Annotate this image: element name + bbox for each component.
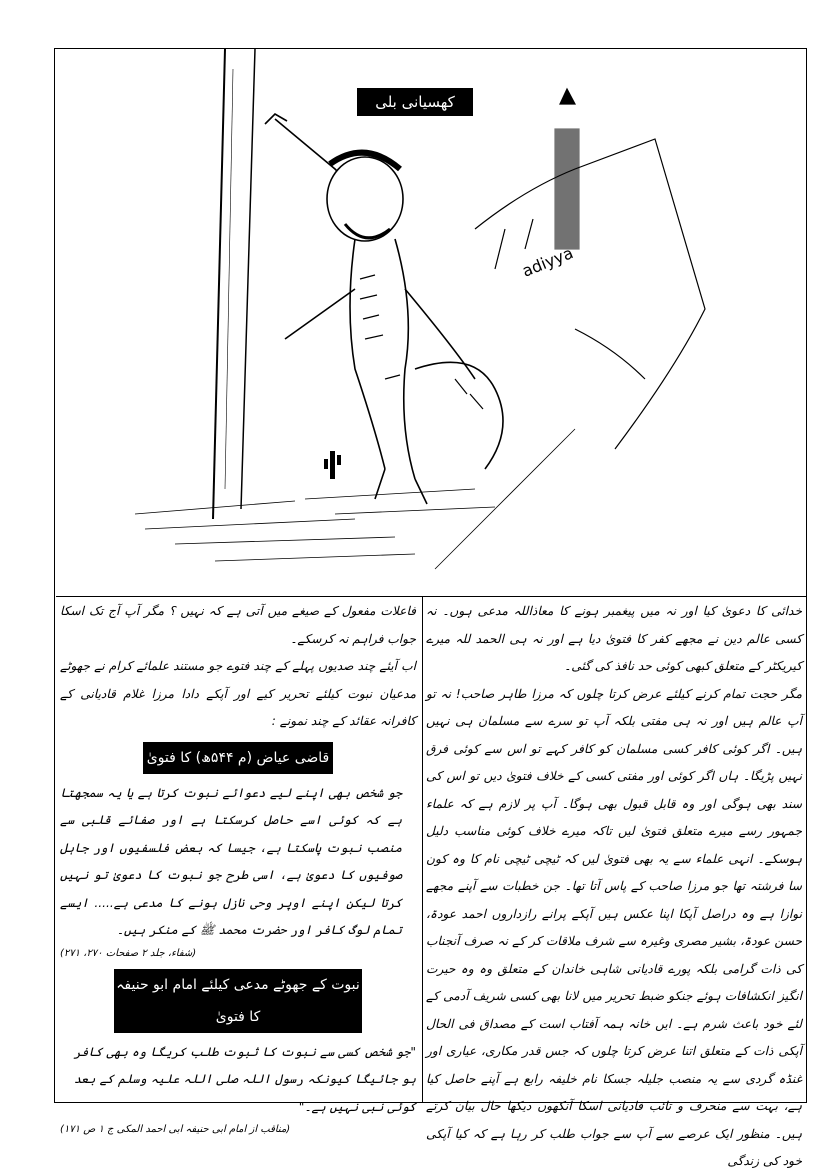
pillar-sketch [213,49,255,519]
qazi-ayaz-heading: قاضی عیاض (م ۵۴۴ھ) کا فتویٰ [143,742,333,774]
cactus-sketch [324,451,341,479]
right-paragraph-1: خدائی کا دعویٰ کیا اور نہ میں پیغمبر ہونے کا معاذاللہ مدعی ہوں۔ نہ کسی عالم دین نے مجھے کفر کا فتویٰ دیا ہے اور نہ ہی الحمد للہ میرے کیریکٹر کے متعلق کبھی کوئی حد نافذ کی گئی۔ [426,604,802,673]
abu-hanifa-fatwa: "جو شخص کسی سے نبوت کا ثبوت طلب کریگا وہ بھی کافر ہو جائیگا کیونکہ رسول اللہ صلی اللہ علیہ وسلم کے بعد کوئی نبی نہیں ہے۔" [74,1044,416,1114]
left-intro-continuation: فاعلات مفعول کے صیغے میں آتی ہے کہ نہیں ؟ مگر آپ آج تک اسکا جواب فراہم نہ کرسکے۔ [60,604,416,646]
tiger-stripes [360,275,483,409]
wall-minaret-sketch [475,89,705,449]
abu-hanifa-heading: نبوت کے جھوٹے مدعی کیلئے امام ابو حنیفہ کا فتویٰ [114,969,362,1033]
right-paragraph-2: مگر حجت تمام کرنے کیلئے عرض کرتا چلوں کہ مرزا طاہر صاحب! نہ تو آپ عالم ہیں اور نہ ہی مفتی بلکہ آپ تو سرے سے مسلمان ہی نہیں ہیں۔ اگر کوئی کافر کسی مسلمان کو کافر کہے تو اس سے کوئی فرق نہیں پڑیگا۔ ہاں اگر کوئی اور مفتی کسی کے خلاف فتویٰ دیں تو اس کی سند بھی ہوگی اور وہ قابل قبول بھی ہوگا۔ آپ پر لازم ہے کہ علماء جمہور رسے میرے متعلق فتویٰ لیں تاکہ میرے خلاف کوئی مناسب دلیل ہوسکے۔ انہی علماء سے یہ بھی فتویٰ لیں کہ ٹیچی ٹیچی نام کا وہ کون سا فرشتہ تھا جو مرزا صاحب کے پاس آتا تھا۔ جن خطبات سے آپنے مجھے نوازا ہے وہ دراصل آپکا اپنا عکس ہیں آپکے پرانے رازداروں احمد عودۃ، حسن عودۃ، بشیر مصری وغیرہ سے شرف ملاقات کر کے نہ صرف آنجناب کی ذات گرامی بلکہ پورے قادیانی شاہی خاندان کے متعلق وہ وہ حیرت انگیز انکشافات ہوئے جنکو ضبط تحریر میں لانا بھی کسی شریف آدمی کے لئے خود باعث شرم ہے۔ ایں خانہ ہمہ آفتاب است کے مصداق فی الحال آپکی ذات کے متعلق اتنا عرض کرتا چلوں کہ جس قدر مکاری، عیاری اور غنڈہ گردی سے یہ منصب جلیلہ جسکا نام خلیفہ رابع ہے آپنے حاصل کیا ہے، بہت سے منحرف و تائب قادیانی اسکا آنکھوں دیکھا حال بیان کرتے ہیں۔ منظور ایک عرصے سے آپ سے جواب طلب کر رہا ہے کہ کیا آپکی خود کی زندگی [426,686,802,1168]
floor-hatching [135,429,575,569]
column-divider [422,597,423,1103]
qazi-ayaz-fatwa: جو شخص بھی اپنے لیے دعوائے نبوت کرتا ہے یا یہ سمجھتا ہے کہ کوئی اسے حاصل کرسکتا ہے اور صفائے قلبی سے منصب نبوت پاسکتا ہے، جیسا کہ بعض فلسفیوں اور جاہل صوفیوں کا دعویٰ ہے، اسی طرح جو نبوت کا دعویٰ تو نہیں کرتا لیکن اپنے اوپر وحی نازل ہونے کا مدعی ہے..... ایسے تمام لوگ کافر اور حضرت محمد ﷺ کے منکر ہیں۔ [60,785,402,937]
cartoon-title: کھسیانی بلی کھمبا نوچے [357,88,473,116]
left-column [60,598,416,1139]
wall-graffiti: adiyya [519,243,576,281]
left-intro: اب آیئے چند صدیوں پہلے کے چند فتوے جو مستند علمائے کرام نے جھوٹے مدعیان نبوت کیلئے تحریر کیے اور آپکے دادا مرزا غلام قادیانی کے کافرانہ عقائد کے چند نمونے : [60,659,416,728]
right-column [426,598,802,1176]
cat-figure-sketch [265,114,503,504]
qazi-ayaz-reference: (شفاء، جلد ۲ صفحات ۲۷۰، ۲۷۱) [60,947,197,959]
abu-hanifa-reference: (مناقب از امام ابی حنیفہ ابی احمد المکی ج ۱ ص ۱۷۱) [60,1124,291,1135]
section-divider [56,596,806,597]
